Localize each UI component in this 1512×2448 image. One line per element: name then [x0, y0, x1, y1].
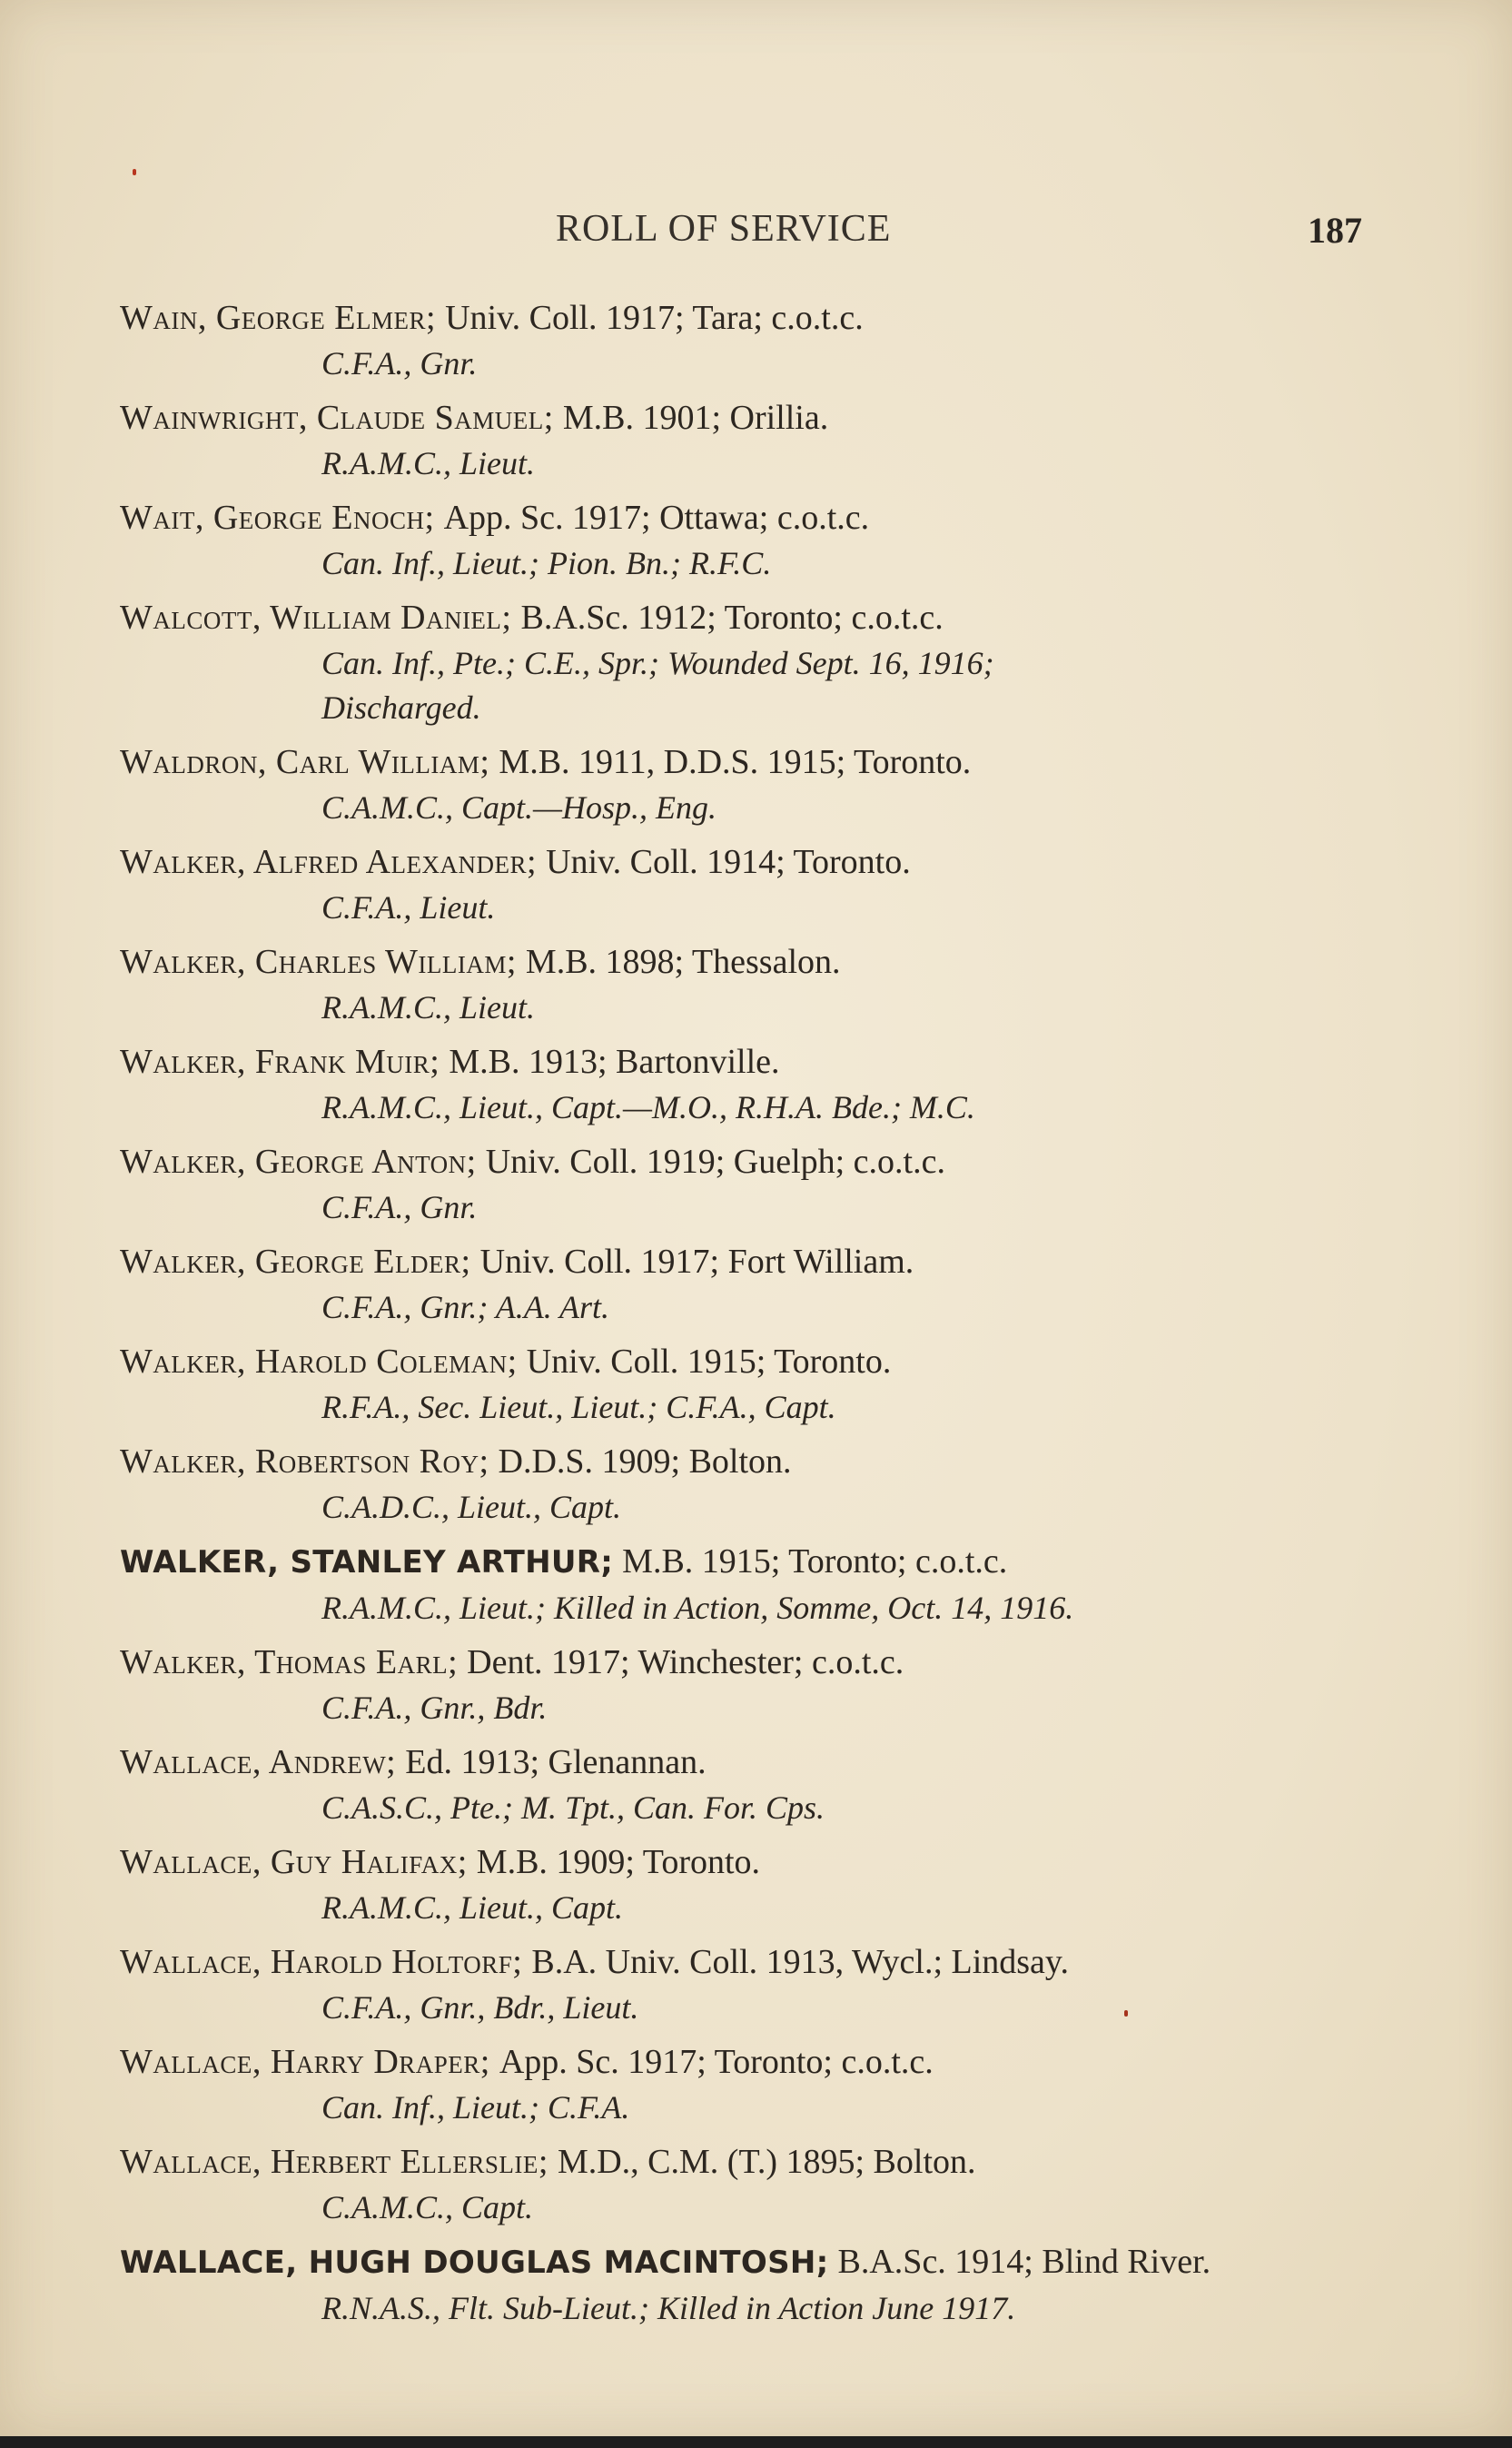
person-name: Walker, George Anton;: [120, 1143, 477, 1181]
entry-heading-line: [120, 1640, 1391, 1686]
roll-entry: [120, 1239, 1391, 1330]
entry-heading-line: [120, 2139, 1391, 2185]
ink-mark: [133, 169, 136, 175]
entry-heading-line: [120, 595, 1391, 641]
service-record: C.A.D.C., Lieut., Capt.: [321, 1489, 622, 1525]
entry-details: B.A.Sc. 1912; Toronto; c.o.t.c.: [520, 599, 944, 637]
entry-heading-line: [120, 1239, 1391, 1285]
person-name: Walker, Thomas Earl;: [120, 1643, 459, 1681]
entry-heading-line: [120, 1139, 1391, 1185]
entry-heading-line: [120, 2039, 1391, 2086]
entry-heading-line: [120, 1039, 1391, 1085]
entry-details: B.A. Univ. Coll. 1913, Wycl.; Lindsay.: [531, 1943, 1069, 1981]
person-name: Walker, Robertson Roy;: [120, 1442, 489, 1481]
person-name: Wallace, Harold Holtorf;: [120, 1943, 523, 1981]
person-name: Wallace, Andrew;: [120, 1743, 397, 1781]
entry-heading-line: [120, 495, 1391, 541]
entry-details: B.A.Sc. 1914; Blind River.: [837, 2243, 1211, 2281]
roll-entry: [120, 1939, 1391, 2030]
entry-heading-line: [120, 1839, 1391, 1886]
roll-entry: [120, 2239, 1391, 2331]
person-name: Wallace, Harry Draper;: [120, 2043, 490, 2081]
person-name: Wallace, Herbert Ellerslie;: [120, 2143, 548, 2181]
person-name: Wain, George Elmer;: [120, 299, 437, 337]
service-record-continued: Discharged.: [321, 689, 481, 726]
service-record: Can. Inf., Lieut.; C.F.A.: [321, 2089, 630, 2126]
entry-details: M.B. 1915; Toronto; c.o.t.c.: [622, 1542, 1008, 1581]
casualty-name: WALKER, STANLEY ARTHUR;: [120, 1544, 614, 1581]
entry-details: D.D.S. 1909; Bolton.: [498, 1442, 792, 1481]
entry-details: App. Sc. 1917; Toronto; c.o.t.c.: [499, 2043, 934, 2081]
entry-details: M.B. 1913; Bartonville.: [449, 1043, 780, 1081]
roll-entry: [120, 1039, 1391, 1130]
roll-entries: [120, 295, 1391, 2340]
entry-heading-line: [120, 395, 1391, 441]
roll-entry: [120, 1839, 1391, 1930]
entry-details: M.B. 1909; Toronto.: [476, 1843, 761, 1881]
service-record: C.A.M.C., Capt.: [321, 2189, 534, 2225]
roll-entry: [120, 1739, 1391, 1830]
service-record: C.A.M.C., Capt.—Hosp., Eng.: [321, 789, 717, 826]
service-record: R.A.M.C., Lieut.: [321, 989, 535, 1026]
service-record: Can. Inf., Pte.; C.E., Spr.; Wounded Sept. 16, 1916;: [321, 645, 994, 681]
person-name: Waldron, Carl William;: [120, 743, 490, 781]
roll-entry: [120, 595, 1391, 730]
service-record: R.A.M.C., Lieut., Capt.—M.O., R.H.A. Bde.; M.C.: [321, 1089, 975, 1125]
roll-entry: [120, 2139, 1391, 2230]
entry-heading-line: [120, 739, 1391, 786]
entry-heading-line: [120, 1939, 1391, 1986]
roll-entry: [120, 839, 1391, 930]
roll-entry: [120, 1339, 1391, 1430]
entry-heading-line: [120, 1439, 1391, 1485]
entry-details: App. Sc. 1917; Ottawa; c.o.t.c.: [443, 499, 870, 537]
person-name: Walker, Frank Muir;: [120, 1043, 440, 1081]
entry-details: Ed. 1913; Glenannan.: [405, 1743, 707, 1781]
entry-heading-line: [120, 939, 1391, 986]
person-name: Walcott, William Daniel;: [120, 599, 512, 637]
service-record: C.F.A., Gnr., Bdr.: [321, 1690, 548, 1726]
entry-heading-line: [120, 295, 1391, 342]
service-record: C.F.A., Gnr.; A.A. Art.: [321, 1289, 610, 1325]
person-name: Wainwright, Claude Samuel;: [120, 399, 554, 437]
service-record: Can. Inf., Lieut.; Pion. Bn.; R.F.C.: [321, 545, 772, 581]
entry-heading-line: [120, 1339, 1391, 1385]
entry-heading-line: [120, 1539, 1391, 1586]
entry-details: Univ. Coll. 1917; Fort William.: [479, 1243, 914, 1281]
roll-entry: [120, 739, 1391, 830]
entry-heading-line: [120, 1739, 1391, 1786]
roll-entry: [120, 939, 1391, 1030]
entry-details: Univ. Coll. 1919; Guelph; c.o.t.c.: [485, 1143, 945, 1181]
service-record: C.F.A., Gnr.: [321, 345, 478, 382]
entry-details: M.B. 1911, D.D.S. 1915; Toronto.: [499, 743, 972, 781]
service-record: C.A.S.C., Pte.; M. Tpt., Can. For. Cps.: [321, 1789, 825, 1826]
service-record: R.A.M.C., Lieut.: [321, 445, 535, 481]
person-name: Walker, Harold Coleman;: [120, 1343, 518, 1381]
entry-heading-line: [120, 839, 1391, 886]
roll-entry: [120, 1439, 1391, 1530]
page-number: 187: [1308, 210, 1362, 251]
entry-details: Univ. Coll. 1914; Toronto.: [546, 843, 911, 881]
service-record: C.F.A., Gnr.: [321, 1189, 478, 1225]
person-name: Walker, George Elder;: [120, 1243, 471, 1281]
service-record: R.A.M.C., Lieut.; Killed in Action, Somme, Oct. 14, 1916.: [321, 1590, 1074, 1626]
casualty-name: WALLACE, HUGH DOUGLAS MACINTOSH;: [120, 2245, 829, 2281]
service-record: R.N.A.S., Flt. Sub-Lieut.; Killed in Action June 1917.: [321, 2290, 1016, 2326]
entry-details: Dent. 1917; Winchester; c.o.t.c.: [467, 1643, 904, 1681]
person-name: Wallace, Guy Halifax;: [120, 1843, 468, 1881]
service-record: C.F.A., Lieut.: [321, 889, 496, 926]
entry-details: M.B. 1898; Thessalon.: [525, 943, 841, 981]
page-bottom-edge: [0, 2436, 1512, 2448]
roll-entry: [120, 1539, 1391, 1630]
entry-details: M.D., C.M. (T.) 1895; Bolton.: [557, 2143, 976, 2181]
roll-entry: [120, 295, 1391, 386]
roll-entry: [120, 2039, 1391, 2130]
entry-heading-line: [120, 2239, 1391, 2286]
roll-entry: [120, 1139, 1391, 1230]
entry-details: Univ. Coll. 1917; Tara; c.o.t.c.: [445, 299, 864, 337]
roll-entry: [120, 395, 1391, 486]
service-record: C.F.A., Gnr., Bdr., Lieut.: [321, 1989, 639, 2026]
person-name: Walker, Alfred Alexander;: [120, 843, 538, 881]
entry-details: Univ. Coll. 1915; Toronto.: [526, 1343, 892, 1381]
service-record: R.A.M.C., Lieut., Capt.: [321, 1889, 623, 1926]
entry-details: M.B. 1901; Orillia.: [562, 399, 829, 437]
person-name: Wait, George Enoch;: [120, 499, 435, 537]
person-name: Walker, Charles William;: [120, 943, 517, 981]
service-record: R.F.A., Sec. Lieut., Lieut.; C.F.A., Capt.: [321, 1389, 836, 1425]
roll-entry: [120, 1640, 1391, 1730]
running-header: ROLL OF SERVICE: [556, 208, 892, 250]
roll-entry: [120, 495, 1391, 586]
